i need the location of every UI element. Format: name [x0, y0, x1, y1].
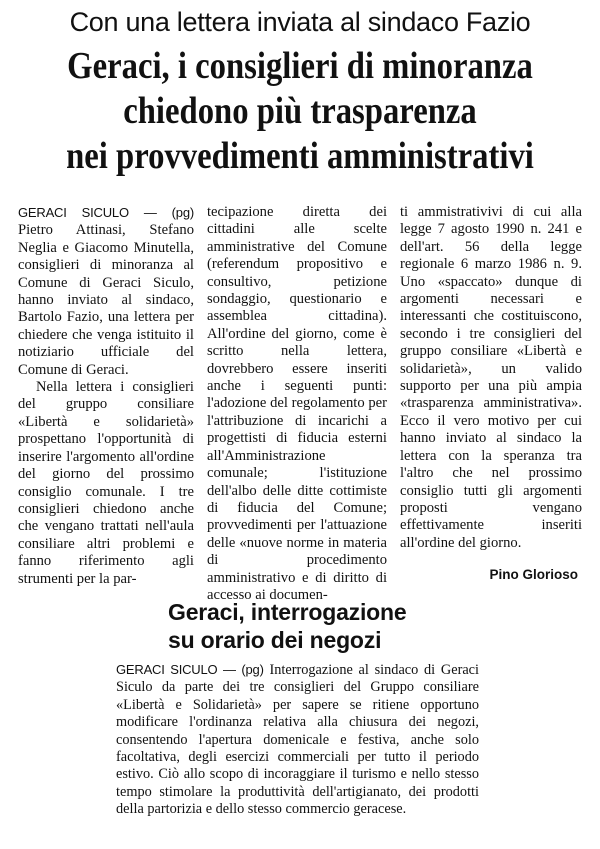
article-column-2	[207, 204, 387, 604]
article-dateline: GERACI SICULO — (pg)	[18, 205, 194, 220]
headline-line-2: chiedono più trasparenza	[123, 90, 477, 132]
article-byline: Pino Glorioso	[489, 567, 578, 582]
brief-headline-line-1: Geraci, interrogazione	[168, 599, 407, 625]
brief-body	[116, 661, 479, 819]
article-column-1	[18, 204, 194, 588]
article-paragraph-1-text: Pietro Attinasi, Stefano Neglia e Giacomo Minutella, consiglieri di minoranza al Comune di Geraci Siculo, hanno inviato al sindaco, Bartolo Fazio, una lettera per chiedere che venga istituito il notiziario ufficiale del Comune di Geraci.	[18, 222, 194, 378]
article-paragraph-2: Nella lettera i consiglieri del gruppo consiliare «Libertà e solidarietà» prospettano l'opportunità di inserire l'argomento all'ordine del giorno del prossimo consiglio comunale. I tre consiglieri chiedono anche che vengano trattati nell'aula consiliare altri problemi e fanno riferimento agli strumenti per la par-	[18, 379, 194, 587]
brief-text: Interrogazione al sindaco di Geraci Siculo da parte dei tre consiglieri del Gruppo consiliare «Libertà e Solidarietà» per sapere se ritiene opportuno modificare l'ordinanza relativa alla chiusura dei negozi, consentendo l'apertura domenicale e festiva, anche solo facoltativa, degli esercizi commerciali per tutto il periodo estivo. Ciò allo scopo di incoraggiare il turismo e nello stesso tempo stimolare la produttività dell'artigianato, dei prodotti della partorizia e dello stesso commercio geracese.	[116, 662, 479, 818]
brief-headline	[168, 598, 406, 654]
article-paragraph-1	[18, 204, 194, 379]
brief-paragraph	[116, 661, 479, 819]
headline-line-1: Geraci, i consiglieri di minoranza	[67, 45, 533, 87]
article-column-3	[400, 204, 582, 552]
article-kicker: Con una lettera inviata al sindaco Fazio	[69, 7, 531, 37]
headline-line-3: nei provvedimenti amministrativi	[66, 135, 534, 177]
brief-dateline: GERACI SICULO — (pg)	[116, 662, 264, 677]
article-column-2-text: tecipazione diretta dei cittadini alle scelte amministrative del Comune (referendum propositivo e consultivo, petizione sondaggio, questionario e assemblea cittadina). All'ordine del giorno, come è scritto nella lettera, dovrebbero essere inseriti anche i seguenti punti: l'adozione del regolamento per l'attribuzione di incarichi a progettisti di fiducia esterni all'Amministrazione comunale; l'istituzione dell'albo delle ditte cottimiste di fiducia del Comune; provvedimenti per l'attuazione delle «nuove norme in materia di procedimento amministrativo e di diritto di accesso ai documen-	[207, 204, 387, 603]
brief-headline-line-2: su orario dei negozi	[168, 627, 382, 653]
article-headline	[42, 44, 558, 179]
article-column-3-text: ti ammistrativivi di cui alla legge 7 agosto 1990 n. 241 e dell'art. 56 della legge regionale 6 marzo 1986 n. 9. Uno «spaccato» dunque di argomenti necessari e interessanti che costituiscono, secondo i tre consiglieri del gruppo consiliare «Libertà e solidarietà», un valido supporto per una più ampia «trasparenza amministrativa». Ecco il vero motivo per cui hanno inviato al sindaco la lettera con la speranza tra l'altro che nel prossimo consiglio tutti gli argomenti proposti vengano effettivamente inseriti all'ordine del giorno.	[400, 204, 582, 551]
